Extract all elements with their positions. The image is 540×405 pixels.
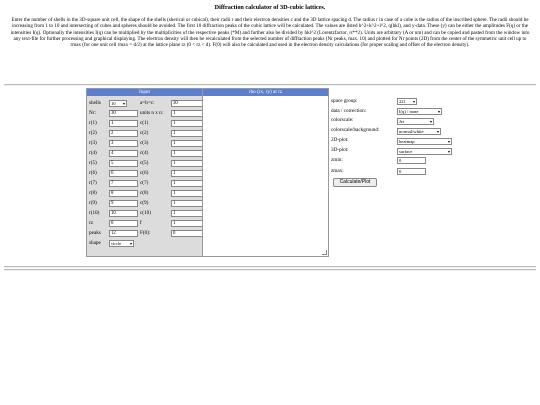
- radius-row: [89, 119, 202, 127]
- radius-row: [89, 139, 202, 147]
- nr-row: [89, 109, 202, 117]
- rz-input[interactable]: 0: [109, 220, 138, 227]
- page-title: Diffraction calculator of 3D-cubic lattices.: [214, 4, 326, 11]
- data-correction-select[interactable]: I(q) / none ▾: [399, 109, 440, 114]
- bottom-divider-1: [4, 266, 536, 268]
- density-input[interactable]: 1: [171, 150, 204, 157]
- density-input[interactable]: 1: [171, 120, 204, 127]
- radius-label: r(7): [89, 180, 97, 186]
- density-label: c(3): [140, 140, 149, 146]
- peaks-row: [89, 229, 202, 237]
- density-input[interactable]: 1: [171, 140, 204, 147]
- density-input[interactable]: 1: [171, 130, 204, 137]
- radius-label: r(10): [89, 210, 100, 216]
- f-label: f: [140, 220, 142, 226]
- nr-label: Nr:: [89, 110, 96, 116]
- radius-row: [89, 159, 202, 167]
- output-textarea[interactable]: [204, 97, 327, 255]
- colorscale-select[interactable]: Jet ▾: [399, 119, 432, 124]
- density-input[interactable]: 1: [171, 210, 204, 217]
- space-group-select[interactable]: 221 ▾: [399, 99, 415, 104]
- zmin-label: zmin:: [331, 157, 343, 163]
- density-label: c(8): [140, 190, 149, 196]
- peaks-input[interactable]: 12: [109, 230, 138, 237]
- density-label: c(2): [140, 130, 149, 136]
- radius-label: r(6): [89, 170, 97, 176]
- colorscale-background-select[interactable]: normal/white ▾: [399, 129, 439, 134]
- f-input[interactable]: 1: [171, 220, 204, 227]
- radius-row: [89, 149, 202, 157]
- radius-row: [89, 209, 202, 217]
- density-input[interactable]: 1: [171, 180, 204, 187]
- description-text: Enter the number of shells in the 3D-square unit cell, the shape of the shells (sherical or cubical), their radii r and their electron densities c and the 3D lattice spacing d. The radius r in case of a cube is the radius of the inscribed sphere. The radii should be increasing from 1 to 10 and intersecting of cubes and spheres should be avoided. The first 10 diffraction peaks of the cubic lattice will be calculated. The values are listed h^2+k^2+l^2, q(hkl), and y-data. These (y) can be either the amplitudes F(q) or the intensities I(q). Optionally the intensities I(q) can be multiplied by the multiplicities of the respective peaks (*M) and further also be divided by hkl^2 (Lorentzfactor, /s**2). Units are arbitrary (A or nm) and can be copied and pasted from the window into any text-file for further processing and graphical displaying. The electron density will then be recalculated from the selected number of diffraction peaks (Nr peaks, max. 10) and plotted for Nr points (2D) from the center of the symmetric unit cell up to rmax (for one unit cell rmax = d/2) at the lattice plane rz (0 < rz < d). F(0) will also be calculated and used in the electron density calculations (for proper scaling and offset of the electron density).: [10, 17, 530, 49]
- shells-row: [89, 99, 202, 107]
- density-label: c(5): [140, 160, 149, 166]
- colorscale-label: colorscale:: [331, 117, 354, 123]
- radius-row: [89, 169, 202, 177]
- bottom-divider-2: [4, 269, 536, 271]
- f0-input[interactable]: 0: [171, 230, 204, 237]
- density-label: c(6): [140, 170, 149, 176]
- zmax-label: zmax:: [331, 168, 344, 174]
- radius-label: r(2): [89, 130, 97, 136]
- density-label: c(9): [140, 200, 149, 206]
- plot3d-select[interactable]: surface ▾: [399, 149, 450, 154]
- density-input[interactable]: 1: [171, 160, 204, 167]
- radius-row: [89, 189, 202, 197]
- density-label: c(7): [140, 180, 149, 186]
- radius-label: r(8): [89, 190, 97, 196]
- radius-input[interactable]: 3: [109, 140, 138, 147]
- plot3d-label: 3D-plot:: [331, 147, 349, 153]
- top-divider: [4, 84, 536, 86]
- f0-label: F(0):: [140, 230, 151, 236]
- density-input[interactable]: 1: [171, 200, 204, 207]
- radius-row: [89, 199, 202, 207]
- units-input[interactable]: 1: [171, 110, 204, 117]
- input-panel-header: Input: [87, 89, 202, 96]
- shells-label: shells: [89, 100, 101, 106]
- radius-input[interactable]: 2: [109, 130, 138, 137]
- input-panel: [86, 88, 203, 257]
- radius-row: [89, 129, 202, 137]
- radius-label: r(3): [89, 140, 97, 146]
- radius-input[interactable]: 8: [109, 190, 138, 197]
- radius-input[interactable]: 5: [109, 160, 138, 167]
- abc-input[interactable]: 30: [171, 100, 204, 107]
- shape-row: [89, 239, 202, 247]
- radius-label: r(9): [89, 200, 97, 206]
- radius-input[interactable]: 7: [109, 180, 138, 187]
- radius-input[interactable]: 9: [109, 200, 138, 207]
- shape-select[interactable]: circle ▾: [111, 241, 132, 246]
- units-label: units n x n:: [140, 110, 164, 116]
- density-input[interactable]: 1: [171, 170, 204, 177]
- space-group-label: space group:: [331, 98, 358, 104]
- plot2d-label: 2D-plot:: [331, 137, 349, 143]
- density-label: c(1): [140, 120, 149, 126]
- data-correction-label: data / correction:: [331, 108, 367, 114]
- output-panel-header: rho (rx, ry) at rz: [203, 89, 328, 96]
- colorscale-background-label: colorscale/background:: [331, 127, 380, 133]
- shape-label: shape: [89, 240, 101, 246]
- radius-row: [89, 179, 202, 187]
- density-input[interactable]: 1: [171, 190, 204, 197]
- rz-row: [89, 219, 202, 227]
- calculate-plot-button[interactable]: Calculate/Plot: [333, 178, 377, 187]
- density-label: c(10): [140, 210, 151, 216]
- abc-label: a=b=c:: [140, 100, 155, 106]
- nr-input[interactable]: 30: [109, 110, 138, 117]
- plot2d-select[interactable]: heatmap ▾: [399, 139, 450, 144]
- zmax-input[interactable]: 0: [397, 168, 426, 175]
- radius-label: r(4): [89, 150, 97, 156]
- resize-handle[interactable]: [322, 250, 327, 255]
- output-panel: [202, 88, 329, 257]
- radius-input[interactable]: 10: [109, 210, 138, 217]
- radius-input[interactable]: 4: [109, 150, 138, 157]
- shells-select[interactable]: 10 ▾: [111, 101, 125, 106]
- peaks-label: peaks: [89, 230, 101, 236]
- radius-input[interactable]: 6: [109, 170, 138, 177]
- rz-label: rz: [89, 220, 94, 226]
- radius-input[interactable]: 1: [109, 120, 138, 127]
- density-label: c(4): [140, 150, 149, 156]
- radius-label: r(1): [89, 120, 97, 126]
- radius-label: r(5): [89, 160, 97, 166]
- zmin-input[interactable]: 0: [397, 157, 426, 164]
